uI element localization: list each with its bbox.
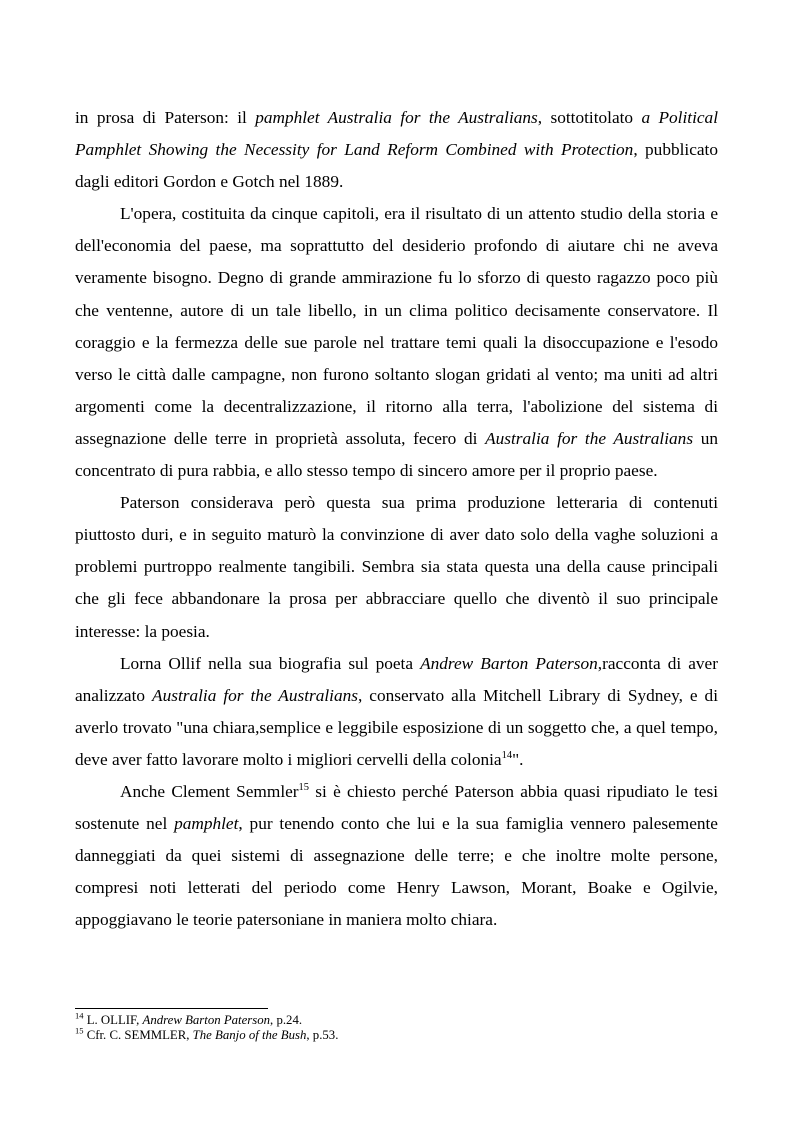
text-run: Lorna Ollif nella sua biografia sul poeta — [120, 653, 421, 673]
text-run: ". — [512, 749, 524, 769]
italic-text: Andrew Barton Paterson — [420, 653, 598, 673]
body-text — [75, 102, 718, 936]
paragraph-5 — [75, 776, 718, 936]
paragraph-4 — [75, 648, 718, 776]
text-run: , pur tenendo conto che lui e la sua famiglia vennero palesemente danneggiati da quei sistemi di assegnazione delle terre; e che inoltre molte persone, compresi noti letterati del periodo come Henry Lawson, Morant, Boake e Ogilvie, appoggiavano le teorie patersoniane in maniera molto chiara. — [75, 814, 718, 930]
text-run: ,racconta di aver analizzato — [75, 653, 718, 705]
footnote-separator — [75, 1008, 268, 1009]
text-run: in prosa di Paterson: il — [75, 108, 256, 127]
paragraph-3 — [75, 487, 718, 647]
italic-text: Australia for the Australians — [485, 428, 694, 448]
italic-text: pamphlet Australia for the Australians — [255, 108, 538, 127]
footnote-page: , p.53. — [306, 1028, 339, 1042]
italic-text: Australia for the Australians — [152, 685, 358, 705]
text-run: , sottotitolato — [537, 108, 642, 127]
paragraph-2 — [75, 198, 718, 487]
text-run: un concentrato di pura rabbia, e allo stesso tempo di sincero amore per il proprio paese. — [75, 428, 718, 481]
footnote-reference: 15 — [298, 782, 310, 794]
footnote-title: The Banjo of the Bush — [192, 1028, 307, 1042]
footnote-14 — [75, 1010, 718, 1028]
text-run: L'opera, costituita da cinque capitoli, era il risultato di un attento studio della storia e dell'economia del paese, ma soprattutto del desiderio profondo di aiutare chi ne aveva veramente bisogno. Degno di grande ammirazione fu lo sforzo di questo ragazzo poco più che ventenne, autore di un tale libello, in un clima politico decisamente conservatore. Il coraggio e la fermezza delle sue parole nel trattare temi quali la disoccupazione e l'esodo verso le città dalle campagne, non furono soltanto slogan gridati al vento; ma uniti ad altri argomenti come la decentralizzazione, il ritorno alla terra, l'abolizione del sistema di assegnazione delle terre in proprietà assoluta, fecero di — [75, 204, 718, 448]
footnote-author: Cfr. C. SEMMLER, — [83, 1028, 193, 1042]
italic-text: pamphlet — [174, 814, 239, 834]
text-run: Paterson considerava però questa sua prima produzione letteraria di contenuti piuttosto duri, e in seguito maturò la convinzione di aver dato solo della vaghe soluzioni a problemi purtroppo realmente tangibili. Sembra sia stata questa una della cause principali che gli fece abbandonare la prosa per abbracciare quello che diventò il suo principale interesse: la poesia. — [75, 493, 718, 641]
text-run: , conservato alla Mitchell Library di Sydney, e di averlo trovato "una chiara,semplice e leggibile esposizione di un soggetto che, a quel tempo, deve aver fatto lavorare molto i migliori cervelli della colonia — [75, 685, 718, 769]
footnote-number: 15 — [75, 1025, 84, 1036]
footnote-15 — [75, 1025, 718, 1043]
footnote-number: 14 — [75, 1010, 84, 1021]
text-run: , pubblicato dagli editori Gordon e Gotch nel 1889. — [75, 140, 718, 192]
text-run: Anche Clement Semmler — [120, 781, 299, 801]
italic-text: a Political Pamphlet Showing the Necessity for Land Reform Combined with Protection — [75, 108, 718, 160]
footnote-title: Andrew Barton Paterson — [142, 1013, 271, 1027]
footnote-author: L. OLLIF, — [83, 1013, 143, 1027]
text-run: si è chiesto perché Paterson abbia quasi ripudiato le tesi sostenute nel — [75, 781, 718, 834]
paragraph-1 — [75, 102, 718, 198]
footnote-reference: 14 — [501, 750, 513, 762]
footnotes — [75, 1010, 718, 1043]
footnote-page: , p.24. — [270, 1013, 303, 1027]
